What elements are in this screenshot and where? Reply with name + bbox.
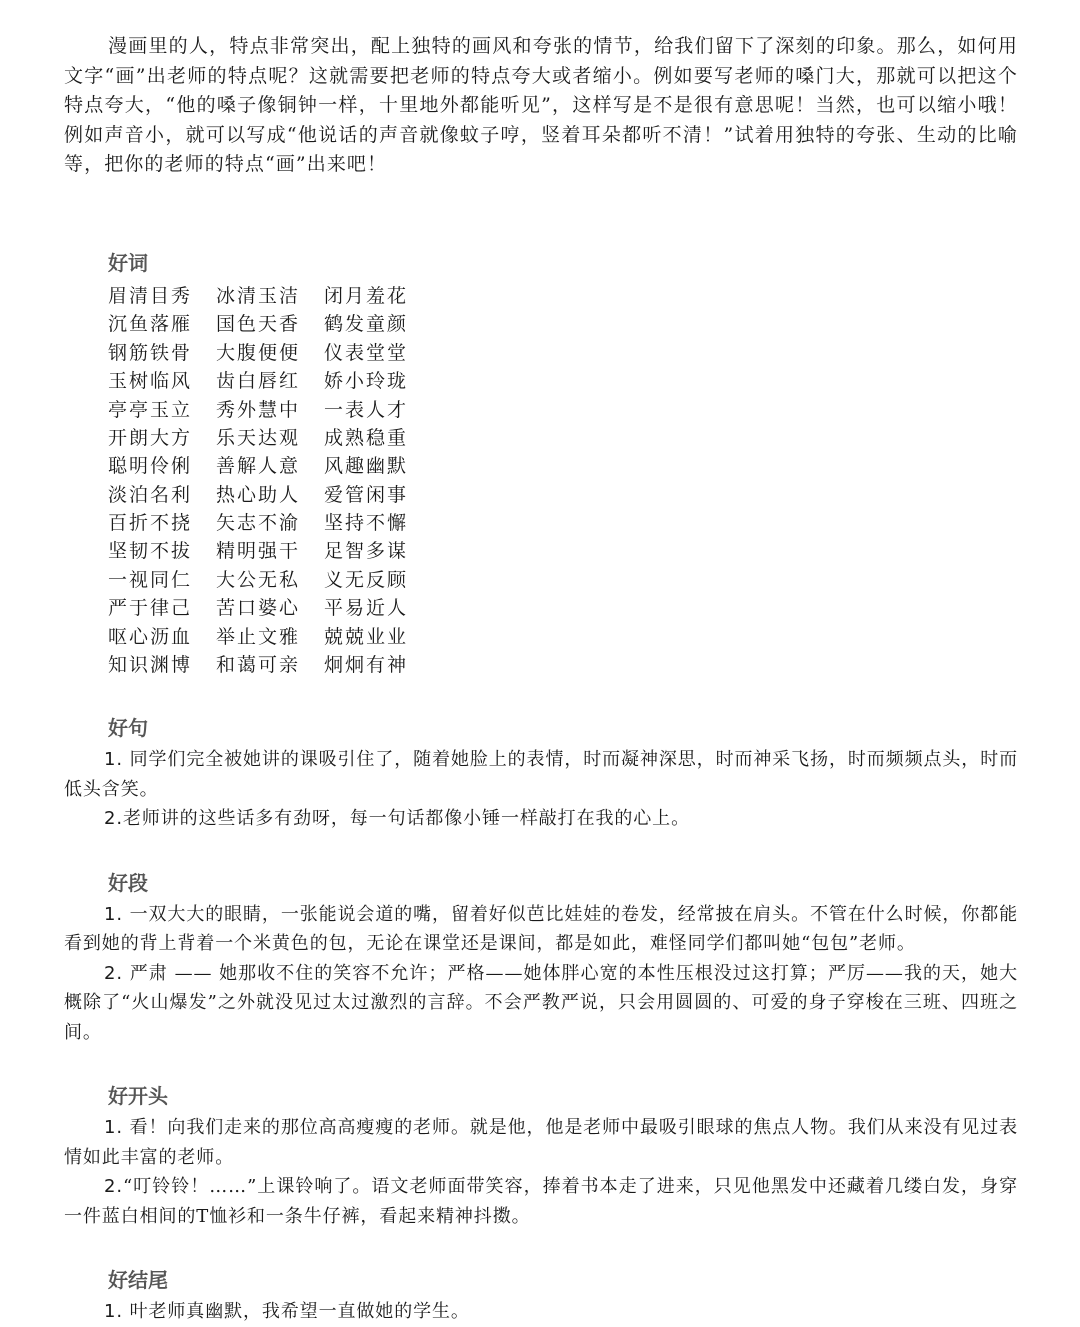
word: 举止文雅	[216, 625, 301, 648]
word: 呕心沥血	[108, 625, 193, 648]
word: 大腹便便	[216, 341, 301, 364]
item-number: 2.	[104, 808, 123, 830]
item-text: 叶老师真幽默，我希望一直做她的学生。	[129, 1301, 470, 1323]
word: 严于律己	[108, 597, 193, 620]
item-text: 严肃 —— 她那收不住的笑容不允许；严格——她体胖心宽的本性压根没过这打算；严厉——我的天，她大概除了“火山爆发”之外就没见过太过激烈的言辞。不会严教严说，只会用圆圆的、可爱的身子穿梭在三班、四班之间。	[64, 962, 1019, 1043]
good-sentences-title: 好句	[108, 716, 148, 741]
word: 闭月羞花	[324, 284, 409, 307]
list-item	[64, 1297, 1018, 1327]
word: 聪明伶俐	[108, 455, 193, 478]
good-words-grid	[108, 282, 1018, 679]
word: 热心助人	[216, 483, 301, 506]
word: 玉树临风	[108, 370, 193, 393]
word: 娇小玲珑	[324, 370, 409, 393]
good-paragraphs-list	[64, 900, 1018, 1048]
item-number: 1.	[104, 749, 123, 771]
word: 亭亭玉立	[108, 398, 193, 421]
list-item	[64, 745, 1018, 804]
good-paragraphs-title: 好段	[108, 870, 148, 895]
item-text: 看！向我们走来的那位高高瘦瘦的老师。就是他，他是老师中最吸引眼球的焦点人物。我们从来没有见过表情如此丰富的老师。	[64, 1117, 1018, 1168]
word: 一视同仁	[108, 568, 193, 591]
word: 国色天香	[216, 313, 301, 336]
word: 成熟稳重	[324, 426, 409, 449]
word: 义无反顾	[324, 568, 409, 591]
word: 风趣幽默	[324, 455, 409, 478]
item-text: 同学们完全被她讲的课吸引住了，随着她脸上的表情，时而凝神深思，时而神采飞扬，时而频频点头，时而低头含笑。	[64, 749, 1018, 800]
word: 平易近人	[324, 597, 409, 620]
word: 炯炯有神	[324, 654, 409, 677]
word: 冰清玉洁	[216, 284, 301, 307]
word: 眉清目秀	[108, 284, 193, 307]
word: 乐天达观	[216, 426, 301, 449]
word: 秀外慧中	[216, 398, 301, 421]
word: 开朗大方	[108, 426, 193, 449]
intro-paragraph: 漫画里的人，特点非常突出，配上独特的画风和夸张的情节，给我们留下了深刻的印象。那么，如何用文字“画”出老师的特点呢？这就需要把老师的特点夸大或者缩小。例如要写老师的嗓门大，那就可以把这个特点夸大，“他的嗓子像铜钟一样，十里地外都能听见”，这样写是不是很有意思呢！当然，也可以缩小哦！例如声音小，就可以写成“他说话的声音就像蚊子哼，竖着耳朵都听不清！”试着用独特的夸张、生动的比喻等，把你的老师的特点“画”出来吧！	[64, 35, 1018, 176]
word: 淡泊名利	[108, 483, 193, 506]
list-item	[64, 804, 1018, 834]
item-text: 老师讲的这些话多有劲呀，每一句话都像小锤一样敲打在我的心上。	[122, 808, 690, 830]
word: 兢兢业业	[324, 625, 409, 648]
word: 一表人才	[324, 398, 409, 421]
word: 鹤发童颜	[324, 313, 409, 336]
word: 齿白唇红	[216, 370, 301, 393]
item-number: 1.	[104, 1117, 123, 1139]
good-words-title: 好词	[108, 250, 148, 275]
good-endings-list	[64, 1297, 1018, 1327]
word: 沉鱼落雁	[108, 313, 193, 336]
good-endings-title: 好结尾	[108, 1268, 168, 1293]
list-item	[64, 1172, 1018, 1231]
word: 钢筋铁骨	[108, 341, 193, 364]
word: 知识渊博	[108, 654, 193, 677]
word: 苦口婆心	[216, 597, 301, 620]
list-item	[64, 1113, 1018, 1172]
good-openings-title: 好开头	[108, 1084, 168, 1109]
word: 坚持不懈	[324, 512, 409, 535]
item-number: 2.	[104, 1176, 123, 1198]
list-item	[64, 959, 1018, 1048]
word: 大公无私	[216, 568, 301, 591]
item-number: 1.	[104, 903, 123, 925]
word: 百折不挠	[108, 512, 193, 535]
word: 坚韧不拔	[108, 540, 193, 563]
word: 仪表堂堂	[324, 341, 409, 364]
word: 足智多谋	[324, 540, 409, 563]
list-item	[64, 900, 1018, 959]
item-number: 2.	[104, 962, 123, 984]
good-sentences-list	[64, 745, 1018, 834]
word: 矢志不渝	[216, 512, 301, 535]
item-text: “叮铃铃！……”上课铃响了。语文老师面带笑容，捧着书本走了进来，只见他黑发中还藏着几缕白发，身穿一件蓝白相间的T恤衫和一条牛仔裤，看起来精神抖擞。	[64, 1176, 1018, 1227]
item-text: 一双大大的眼睛，一张能说会道的嘴，留着好似芭比娃娃的卷发，经常披在肩头。不管在什么时候，你都能看到她的背上背着一个米黄色的包，无论在课堂还是课间，都是如此，难怪同学们都叫她“包包”老师。	[64, 903, 1018, 955]
word: 爱管闲事	[324, 483, 409, 506]
word: 精明强干	[216, 540, 301, 563]
item-number: 1.	[104, 1301, 123, 1323]
good-openings-list	[64, 1113, 1018, 1231]
word: 善解人意	[216, 455, 301, 478]
word: 和蔼可亲	[216, 654, 301, 677]
